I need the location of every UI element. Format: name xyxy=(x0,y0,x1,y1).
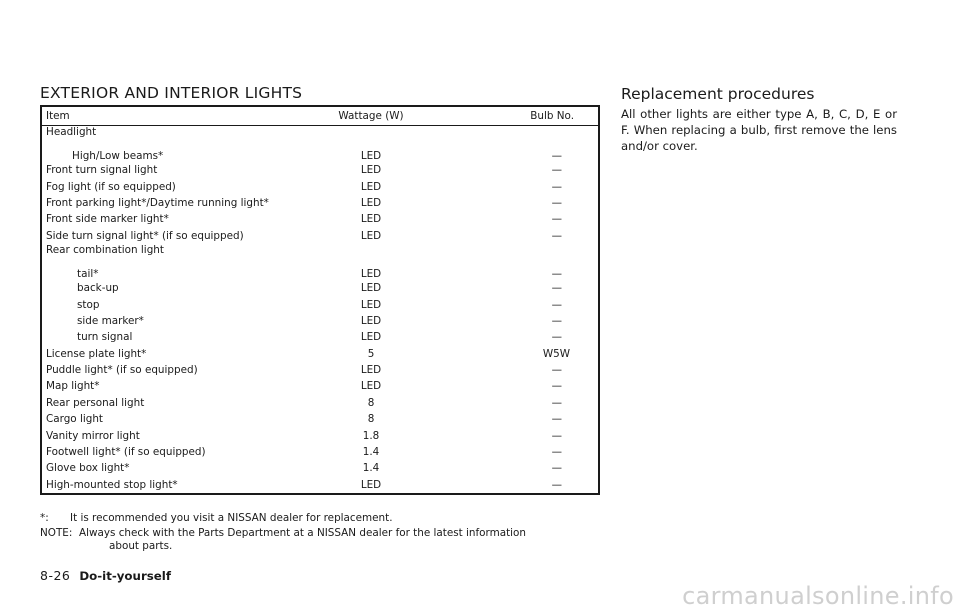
cell-item: Fog light (if so equipped) xyxy=(46,180,176,193)
table-row xyxy=(41,162,599,178)
table-row xyxy=(41,280,599,296)
cell-item: Front parking light*/Daytime running light* xyxy=(46,196,269,209)
footnote-label: *: xyxy=(40,512,49,524)
cell-item: License plate light* xyxy=(46,347,147,360)
cell-item: Puddle light* (if so equipped) xyxy=(46,364,198,377)
cell-wattage: 8 xyxy=(367,413,375,426)
cell-bulb xyxy=(446,126,599,141)
cell-wattage xyxy=(296,244,446,258)
table-row xyxy=(41,411,599,427)
cell-wattage: LED xyxy=(360,196,382,209)
footnote-asterisk xyxy=(40,512,393,525)
cell-item: Footwell light* (if so equipped) xyxy=(46,446,206,459)
table-row xyxy=(41,477,599,494)
cell-item: Map light* xyxy=(46,380,100,393)
cell-bulb: — xyxy=(551,446,562,459)
cell-item: Headlight xyxy=(46,126,97,138)
cell-item: turn signal xyxy=(77,331,133,344)
table-row xyxy=(41,244,599,258)
table-header-row xyxy=(41,106,599,126)
table-row xyxy=(41,195,599,211)
cell-item: Side turn signal light* (if so equipped) xyxy=(46,229,244,242)
cell-item: Vanity mirror light xyxy=(46,429,140,442)
cell-wattage: 1.8 xyxy=(362,429,380,442)
cell-bulb: — xyxy=(551,462,562,475)
lights-table xyxy=(40,105,600,495)
cell-bulb: — xyxy=(551,380,562,393)
column-header-item: Item xyxy=(41,106,296,126)
cell-wattage: LED xyxy=(360,314,382,327)
cell-bulb xyxy=(446,244,599,258)
cell-bulb: — xyxy=(551,180,562,193)
table-row xyxy=(41,395,599,411)
column-header-bulb: Bulb No. xyxy=(446,106,599,126)
cell-bulb: — xyxy=(551,229,562,242)
table-row xyxy=(41,126,599,141)
column-header-wattage: Wattage (W) xyxy=(296,106,446,126)
cell-wattage: LED xyxy=(360,364,382,377)
cell-item: back-up xyxy=(77,282,119,295)
table-row xyxy=(41,296,599,312)
table-row xyxy=(41,378,599,394)
table-row xyxy=(41,460,599,476)
cell-bulb: — xyxy=(551,267,562,280)
cell-item: Glove box light* xyxy=(46,462,130,475)
cell-item: High/Low beams* xyxy=(72,150,164,162)
cell-bulb: — xyxy=(551,150,562,162)
cell-wattage: 1.4 xyxy=(362,462,380,475)
cell-item: Rear combination light xyxy=(46,243,164,256)
cell-wattage: 5 xyxy=(367,347,375,360)
cell-item: Front turn signal light xyxy=(46,164,158,177)
cell-bulb: — xyxy=(551,429,562,442)
cell-wattage: LED xyxy=(360,150,382,162)
cell-wattage: LED xyxy=(360,213,382,226)
table-row xyxy=(41,313,599,329)
cell-wattage: LED xyxy=(360,282,382,295)
cell-wattage xyxy=(296,126,446,141)
chapter-title: Do-it-yourself xyxy=(79,569,171,583)
cell-bulb: — xyxy=(551,478,562,491)
cell-bulb: — xyxy=(551,413,562,426)
table-row xyxy=(41,140,599,162)
section-title: EXTERIOR AND INTERIOR LIGHTS xyxy=(40,84,303,102)
cell-item: Rear personal light xyxy=(46,396,145,409)
note-text-line2: about parts. xyxy=(109,540,173,552)
cell-wattage: 1.4 xyxy=(362,446,380,459)
cell-bulb: — xyxy=(551,282,562,295)
table-row xyxy=(41,427,599,443)
table-row xyxy=(41,211,599,227)
cell-wattage: LED xyxy=(360,478,382,491)
table-row xyxy=(41,258,599,280)
note-label: NOTE: xyxy=(40,527,73,539)
table-row xyxy=(41,329,599,345)
table-row xyxy=(41,346,599,362)
cell-bulb: — xyxy=(551,196,562,209)
table-row xyxy=(41,362,599,378)
cell-bulb: — xyxy=(551,331,562,344)
cell-bulb: — xyxy=(551,364,562,377)
cell-wattage: 8 xyxy=(367,396,375,409)
cell-item: Cargo light xyxy=(46,413,103,426)
table-row xyxy=(41,228,599,244)
table-row xyxy=(41,178,599,194)
cell-item: Front side marker light* xyxy=(46,213,169,226)
page-number: 8-26 xyxy=(40,568,71,583)
note-text-line1: Always check with the Parts Department at a NISSAN dealer for the latest information xyxy=(78,527,526,539)
page-footer xyxy=(40,568,171,583)
cell-wattage: LED xyxy=(360,229,382,242)
table-row xyxy=(41,444,599,460)
cell-wattage: LED xyxy=(360,267,382,280)
replacement-title: Replacement procedures xyxy=(621,85,815,103)
note-block xyxy=(40,527,600,553)
cell-wattage: LED xyxy=(360,298,382,311)
cell-bulb: — xyxy=(551,298,562,311)
cell-item: side marker* xyxy=(77,314,144,327)
cell-item: stop xyxy=(77,298,100,311)
cell-item: tail* xyxy=(77,267,99,280)
cell-bulb: — xyxy=(551,164,562,177)
cell-item: High-mounted stop light* xyxy=(46,478,178,491)
cell-wattage: LED xyxy=(360,180,382,193)
watermark: carmanualsonline.info xyxy=(682,582,954,610)
cell-wattage: LED xyxy=(360,380,382,393)
cell-bulb: — xyxy=(551,213,562,226)
cell-wattage: LED xyxy=(360,164,382,177)
cell-bulb: — xyxy=(551,396,562,409)
cell-wattage: LED xyxy=(360,331,382,344)
replacement-body: All other lights are either type A, B, C, D, E or F. When replacing a bulb, first remove the lens and/or cover. xyxy=(621,107,897,154)
cell-bulb: W5W xyxy=(542,347,570,360)
cell-bulb: — xyxy=(551,314,562,327)
footnote-text: It is recommended you visit a NISSAN dealer for replacement. xyxy=(70,512,393,524)
